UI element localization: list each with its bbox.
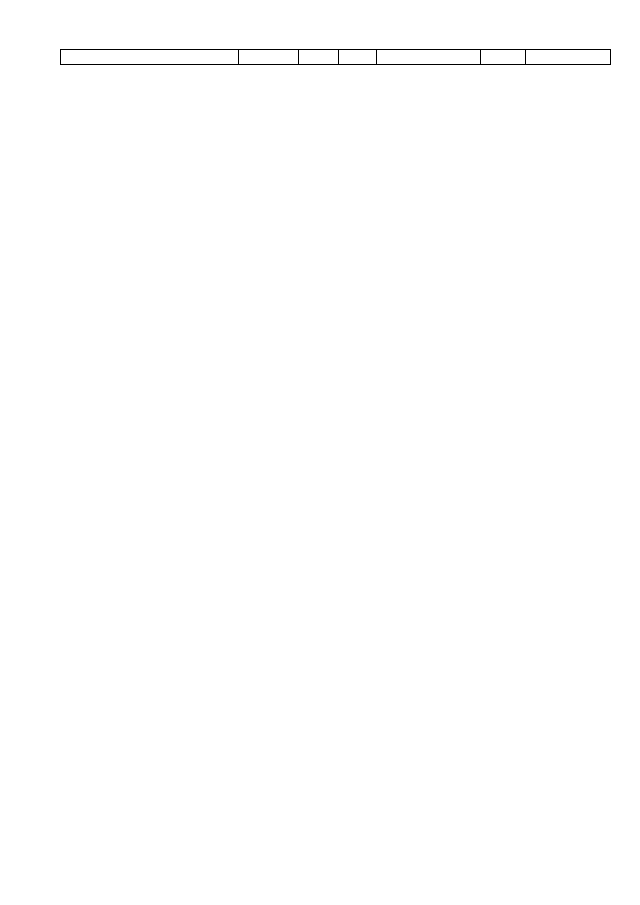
header-col-7 (526, 50, 612, 64)
header-col-5 (377, 50, 481, 64)
header-col-2 (239, 50, 299, 64)
header-col-1 (61, 50, 239, 64)
header-col-6 (481, 50, 526, 64)
header-col-3 (299, 50, 339, 64)
header-col-4 (339, 50, 377, 64)
table-header-row (60, 49, 611, 65)
